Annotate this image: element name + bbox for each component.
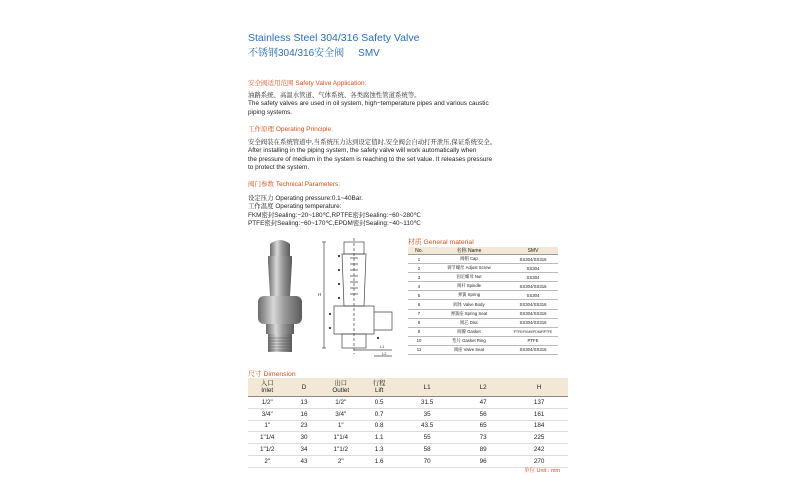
material-row — [408, 309, 558, 318]
parameters-line: PTFE密封Sealing:−60~170℃,EPDM密封Sealing:−40~110℃ — [248, 219, 421, 227]
principle-line: to protect the system. — [248, 163, 310, 171]
dimension-cell: 161 — [510, 408, 568, 420]
material-cell-name: 调节螺丝 Adjust Screw — [430, 264, 508, 273]
parameters-heading: 阀门参数 Technical Parameters; — [248, 181, 341, 188]
dimension-cell: 16 — [286, 408, 321, 420]
material-cell-name: 阀芯 Disc — [430, 318, 508, 327]
unit-note: 单位 Unit : mm — [523, 468, 560, 474]
valve-photo — [246, 236, 314, 358]
dimension-cell: 35 — [398, 408, 456, 420]
dimension-row — [248, 408, 568, 420]
dimension-table — [248, 378, 568, 468]
application-heading-cn: 安全阀适用范围 — [248, 80, 294, 87]
principle-text — [248, 139, 568, 172]
material-cell-name: 阀帽 Cap — [430, 255, 508, 264]
dimension-col-header — [398, 378, 456, 397]
material-cell-no: 10 — [408, 336, 430, 345]
application-line: The safety valves are used in oil system, high−temperature pipes and various caustic — [248, 100, 489, 108]
dimension-row — [248, 444, 568, 456]
material-table — [408, 247, 558, 355]
dimension-cell: 3/4" — [322, 408, 360, 420]
dimension-heading — [248, 368, 296, 378]
dimension-cell: 43 — [286, 455, 321, 467]
dimension-cell: 1.1 — [360, 432, 398, 444]
parameters-heading-en: Technical Parameters — [275, 181, 339, 188]
material-row — [408, 336, 558, 345]
dimension-cell: 1"1/2 — [248, 444, 286, 456]
material-cell-name: 弹簧 Spring — [430, 291, 508, 300]
material-col-smv: SMV — [508, 247, 558, 255]
material-row — [408, 345, 558, 354]
material-cell-smv: SS304 — [508, 291, 558, 300]
material-row — [408, 255, 558, 264]
material-cell-name: 阀杆 Spindle — [430, 282, 508, 291]
dimension-row — [248, 432, 568, 444]
material-cell-no: 6 — [408, 300, 430, 309]
dimension-col-header-main: L1 — [423, 383, 431, 391]
dimension-cell: 55 — [398, 432, 456, 444]
material-cell-smv: PTFE — [508, 336, 558, 345]
dimension-cell: 270 — [510, 455, 568, 467]
drawing-label-l2: L2 — [382, 351, 387, 356]
dimension-col-header-main: D — [301, 383, 307, 391]
material-cell-smv: SS304 — [508, 273, 558, 282]
material-cell-no: 5 — [408, 291, 430, 300]
material-heading-cn: 材质 — [408, 239, 422, 246]
principle-heading: 工作原理 Operating Principle; — [248, 126, 333, 133]
parameters-line: 工作温度 Operating temperature: — [248, 203, 342, 211]
dimension-cell: 0.7 — [360, 408, 398, 420]
material-cell-name: 阀瓣 Gasket — [430, 327, 508, 336]
dimension-heading-en: Dimension — [263, 371, 296, 378]
dimension-cell: 3/4" — [248, 408, 286, 420]
dimension-cell: 0.5 — [360, 397, 398, 409]
dimension-cell: 184 — [510, 420, 568, 432]
application-line: 油路系统、高温水管道、气体系统、各类腐蚀性管道系统等。 — [248, 92, 421, 99]
material-cell-smv: SS304/SS316 — [508, 309, 558, 318]
material-row — [408, 264, 558, 273]
dimension-row — [248, 397, 568, 409]
dimension-cell: 56 — [456, 408, 510, 420]
principle-heading-cn: 工作原理 — [248, 126, 274, 133]
title-chinese — [248, 44, 380, 59]
drawing-label-l1: L1 — [380, 344, 385, 349]
parameters-text — [248, 195, 568, 228]
material-section — [408, 236, 558, 355]
material-cell-no: 11 — [408, 345, 430, 354]
dimension-cell: 1" — [322, 420, 360, 432]
dimension-cell: 242 — [510, 444, 568, 456]
material-cell-no: 4 — [408, 282, 430, 291]
dimension-cell: 13 — [286, 397, 321, 409]
material-cell-name: 阀座 Valve Seat — [430, 345, 508, 354]
material-cell-no: 9 — [408, 327, 430, 336]
parameters-heading-cn: 阀门参数 — [248, 181, 274, 188]
drawing-label-h: H — [318, 292, 322, 297]
dimension-col-header-main: 行程 — [372, 380, 386, 387]
parameters-line: FKM密封Sealing:−20~180℃,RPTFE密封Sealing:−60~280℃ — [248, 211, 421, 219]
dimension-cell: 1/2" — [322, 397, 360, 409]
dimension-col-header — [286, 378, 321, 397]
dimension-cell: 225 — [510, 432, 568, 444]
material-cell-no: 7 — [408, 309, 430, 318]
material-heading — [408, 236, 558, 246]
material-row — [408, 318, 558, 327]
dimension-col-header-sub: Inlet — [261, 387, 274, 394]
dimension-cell: 31.5 — [398, 397, 456, 409]
material-cell-smv: SS304/SS316 — [508, 318, 558, 327]
dimension-cell: 70 — [398, 455, 456, 467]
material-cell-name: 弹簧座 Spring Seat — [430, 309, 508, 318]
dimension-col-header-main: 入口 — [260, 380, 274, 387]
dimension-cell: 1.3 — [360, 444, 398, 456]
dimension-cell: 65 — [456, 420, 510, 432]
application-heading-en: Safety Valve Application — [295, 80, 365, 87]
dimension-col-header — [510, 378, 568, 397]
valve-section-drawing — [316, 236, 406, 360]
dimension-col-header-main: L2 — [479, 383, 487, 391]
dimension-cell: 2" — [248, 455, 286, 467]
material-cell-no: 2 — [408, 264, 430, 273]
material-cell-name: 阀体 Valve Body — [430, 300, 508, 309]
principle-line: the pressure of medium in the system is reaching to the set value. It releases pressure — [248, 155, 493, 163]
material-cell-no: 3 — [408, 273, 430, 282]
material-cell-smv: SS304/SS316 — [508, 282, 558, 291]
material-cell-no: 1 — [408, 255, 430, 264]
dimension-cell: 34 — [286, 444, 321, 456]
dimension-col-header — [322, 378, 360, 397]
material-row — [408, 291, 558, 300]
material-cell-name: 固定螺母 Nut — [430, 273, 508, 282]
dimension-col-header — [360, 378, 398, 397]
material-cell-smv: SS304/SS316 — [508, 255, 558, 264]
dimension-cell: 43.5 — [398, 420, 456, 432]
dimension-cell: 47 — [456, 397, 510, 409]
principle-heading-en: Operating Principle — [275, 126, 332, 133]
dimension-row — [248, 420, 568, 432]
dimension-cell: 137 — [510, 397, 568, 409]
dimension-cell: 0.8 — [360, 420, 398, 432]
title-chinese-text: 不锈钢304/316安全阀 — [248, 48, 345, 59]
material-col-name: 名称 Name — [430, 247, 508, 255]
dimension-cell: 58 — [398, 444, 456, 456]
material-cell-smv: PTFE/FKM/EPDM/RPTFE — [508, 327, 558, 336]
material-cell-no: 8 — [408, 318, 430, 327]
dimension-col-header-sub: Outlet — [332, 387, 350, 394]
material-row — [408, 327, 558, 336]
dimension-cell: 1"1/4 — [322, 432, 360, 444]
dimension-cell: 1"1/2 — [322, 444, 360, 456]
dimension-cell: 30 — [286, 432, 321, 444]
catalog-page — [232, 0, 568, 500]
dimension-col-header-sub: Lift — [374, 387, 384, 394]
material-col-no: No. — [408, 247, 430, 255]
material-cell-smv: SS304 — [508, 264, 558, 273]
model-code: SMV — [358, 48, 380, 59]
material-row — [408, 273, 558, 282]
application-line: piping systems. — [248, 108, 293, 116]
dimension-cell: 23 — [286, 420, 321, 432]
dimension-cell: 89 — [456, 444, 510, 456]
principle-line: 安全阀装在系统管道中,当系统压力达到设定值时,安全阀会自动打开泄压,保证系统安全。 — [248, 139, 497, 146]
application-text — [248, 92, 568, 117]
parameters-line: 设定压力 Operating pressure:0.1~40Bar. — [248, 195, 363, 202]
dimension-cell: 1.6 — [360, 455, 398, 467]
dimension-cell: 1"1/4 — [248, 432, 286, 444]
material-row — [408, 282, 558, 291]
material-row — [408, 300, 558, 309]
material-heading-en: General material — [423, 239, 474, 246]
material-cell-name: 垫片 Gasket Ring — [430, 336, 508, 345]
dimension-cell: 96 — [456, 455, 510, 467]
material-cell-smv: SS304/SS316 — [508, 345, 558, 354]
dimension-col-header — [248, 378, 286, 397]
dimension-col-header — [456, 378, 510, 397]
material-cell-smv: SS304/SS316 — [508, 300, 558, 309]
dimension-cell: 73 — [456, 432, 510, 444]
dimension-cell: 2" — [322, 455, 360, 467]
dimension-col-header-main: H — [536, 383, 542, 391]
title-english: Stainless Steel 304/316 Safety Valve — [248, 32, 420, 44]
application-heading: 安全阀适用范围 Safety Valve Application; — [248, 80, 367, 87]
dimension-row — [248, 455, 568, 467]
dimension-cell: 1" — [248, 420, 286, 432]
dimension-col-header-main: 出口 — [334, 380, 348, 387]
dimension-cell: 1/2" — [248, 397, 286, 409]
dimension-heading-cn: 尺寸 — [248, 371, 262, 378]
principle-line: After installing in the piping system, the safety valve will work automatically when — [248, 147, 477, 155]
